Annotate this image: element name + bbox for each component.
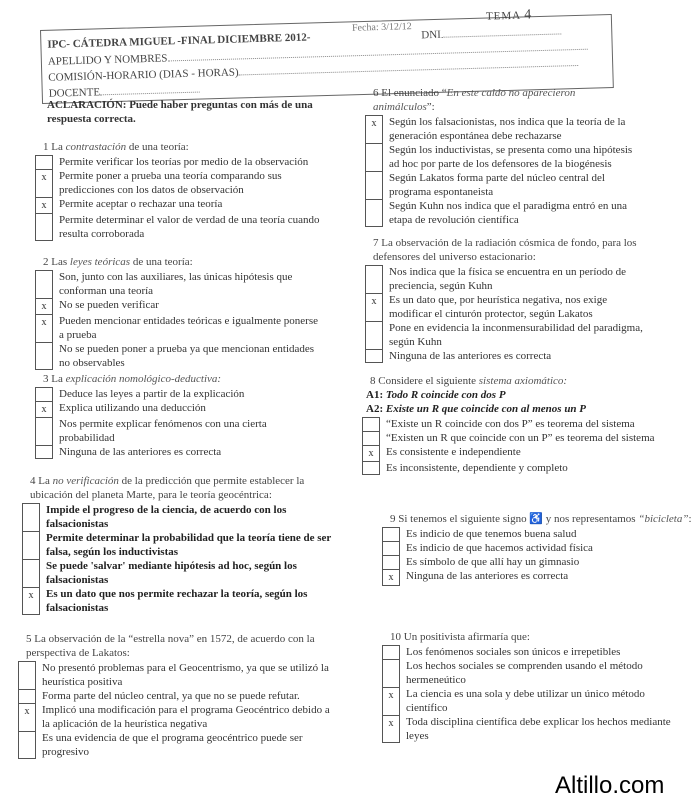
option-text: Según los inductivistas, se presenta como una hipótesis ad hoc por parte de los defensores de la biogénesis [389,144,633,170]
option-text: Pone en evidencia la inconmensurabilidad del paradigma, según Kuhn [389,322,643,348]
option-2 [22,531,342,559]
exam-date: Fecha: 3/12/12 [351,21,412,34]
question-1 [35,140,325,241]
question-prompt [390,512,700,526]
option-2 [35,401,325,417]
option-4 [35,213,325,241]
prompt-text: 3 La [43,373,66,385]
option-3 [22,559,342,587]
axiom-label: A1: [366,389,386,401]
option-2 [18,689,338,703]
prompt-suffix: ”: [426,101,435,113]
question-7 [365,236,645,363]
option-text: Es un dato que nos permite rechazar la teoría, según los falsacionistas [46,588,308,614]
option-text: No se pueden verificar [59,299,159,311]
prompt-emphasis: explicación nomológico-deductiva: [65,373,222,385]
answer-checkbox[interactable] [35,342,53,370]
option-1 [22,503,342,531]
option-text: Es indicio de que hacemos actividad física [406,542,593,554]
answer-checkbox[interactable]: x [35,169,53,197]
option-4 [382,715,682,743]
answer-checkbox[interactable]: x [35,401,53,417]
option-3 [362,445,692,461]
option-4 [22,587,342,615]
option-2 [365,143,635,171]
option-text: Es símbolo de que allí hay un gimnasio [406,556,580,568]
prompt-text: 5 La observación de la “estrella nova” en 1572, de acuerdo con la perspectiva de Lakatos: [26,633,315,659]
option-1 [362,417,692,431]
option-1 [382,527,700,541]
prompt-text: 2 Las [43,256,70,268]
prompt-text: 1 La [43,141,66,153]
option-3 [18,703,338,731]
option-4 [35,342,325,370]
option-text: Pueden mencionar entidades teóricas e igualmente ponerse a prueba [59,315,319,341]
question-prompt [373,236,645,264]
option-1 [365,115,635,143]
prompt-emphasis: “bicicleta” [638,513,689,525]
option-text: Ninguna de las anteriores es correcta [389,350,552,362]
option-text: Según Kuhn nos indica que el paradigma entró en una etapa de revolución científica [389,200,627,226]
option-4 [365,349,645,363]
option-text: Deduce las leyes a partir de la explicación [59,388,245,400]
option-text: Es consistente e independiente [386,446,521,458]
options-list [362,417,692,475]
aclaracion-note: ACLARACIÓN: Puede haber preguntas con más de una respuesta correcta. [47,99,313,125]
prompt-emphasis: contrastación [65,141,127,153]
question-prompt [43,140,325,154]
options-list [35,387,325,459]
option-text: Según los falsacionistas, nos indica que la teoría de la generación espontánea debe rechazarse [389,116,626,142]
answer-checkbox[interactable] [365,199,383,227]
question-2 [35,255,325,370]
prompt-suffix: : [688,513,692,525]
axiom-text: Todo R coincide con dos P [385,389,506,401]
apellido-label: APELLIDO Y NOMBRES [47,52,168,68]
course-title: IPC- CÁTEDRA MIGUEL -FINAL DICIEMBRE 2012- [47,31,311,51]
question-prompt [390,630,682,644]
prompt-text: 9 Si tenemos el siguiente signo ♿ y nos representamos [390,513,639,525]
option-2 [35,298,325,314]
question-prompt [43,372,325,386]
option-3 [35,314,325,342]
axiom-1 [366,388,692,402]
question-5 [18,632,338,759]
prompt-text: 8 Considere el siguiente [370,375,479,387]
question-prompt [30,474,342,502]
option-text: Explica utilizando una deducción [59,402,206,414]
option-text: Nos permite explicar fenómenos con una cierta probabilidad [59,418,267,444]
option-text: Es indicio de que tenemos buena salud [406,528,577,540]
answer-checkbox[interactable] [362,431,380,445]
answer-checkbox[interactable]: x [382,715,400,743]
option-text: Permite determinar el valor de verdad de una teoría cuando resulta corroborada [59,214,320,240]
question-prompt [373,86,635,114]
option-4 [35,445,325,459]
option-text: No presentó problemas para el Geocentrismo, ya que se utilizó la heurística positiva [42,662,329,688]
axiom-label: A2: [366,403,386,415]
option-text: Impide el progreso de la ciencia, de acuerdo con los falsacionistas [46,504,287,530]
answer-checkbox[interactable] [18,689,36,703]
dni-label: DNI [421,28,442,42]
option-text: Forma parte del núcleo central, ya que no se puede refutar. [42,690,300,702]
answer-checkbox[interactable]: x [382,687,400,715]
prompt-suffix: de una teoría: [130,256,193,268]
docente-field[interactable] [100,83,200,96]
option-text: Permite determinar la probabilidad que la teoría tiene de ser falsa, según los inductivistas [46,532,332,558]
question-prompt [370,374,692,388]
answer-checkbox[interactable] [35,155,53,169]
option-3 [35,197,325,213]
option-text: Son, junto con las auxiliares, las únicas hipótesis que conforman una teoría [59,271,293,297]
options-list [365,115,635,227]
answer-checkbox[interactable] [365,349,383,363]
prompt-text: 6 El enunciado “ [373,87,447,99]
option-text: Ninguna de las anteriores es correcta [59,446,222,458]
option-text: Los fenómenos sociales son únicos e irrepetibles [406,646,621,658]
option-1 [35,155,325,169]
option-text: “Existe un R coincide con dos P” es teorema del sistema [386,418,635,430]
question-9 [382,512,700,586]
answer-checkbox[interactable] [362,417,380,431]
answer-checkbox[interactable] [362,461,380,475]
answer-checkbox[interactable]: x [35,197,53,213]
prompt-text: 4 La [30,475,53,487]
question-3 [35,372,325,459]
answer-checkbox[interactable] [35,387,53,401]
answer-checkbox[interactable]: x [35,298,53,314]
answer-checkbox[interactable] [365,143,383,171]
question-prompt [26,632,338,660]
answer-checkbox[interactable] [22,531,40,559]
axiom-2 [366,402,692,416]
option-text: Ninguna de las anteriores es correcta [406,570,569,582]
answer-checkbox[interactable] [22,559,40,587]
answer-checkbox[interactable] [365,171,383,199]
answer-checkbox[interactable] [365,265,383,293]
prompt-emphasis: leyes teóricas [69,256,131,268]
option-text: Permite poner a prueba una teoría comparando sus predicciones con los datos de observación [59,170,282,196]
option-1 [365,265,645,293]
option-2 [362,431,692,445]
option-1 [35,270,325,298]
answer-checkbox[interactable] [382,645,400,659]
prompt-emphasis: sistema axiomático: [478,375,568,387]
tema [486,7,533,24]
answer-checkbox[interactable] [382,659,400,687]
answer-checkbox[interactable] [365,321,383,349]
options-list [22,503,342,615]
option-3 [365,321,645,349]
prompt-suffix: de la predicción que permite establecer la ubicación del planeta Marte, para le teoría geocéntrica: [30,475,305,501]
option-1 [18,661,338,689]
option-3 [382,687,682,715]
option-3 [35,417,325,445]
question-4 [22,474,342,615]
option-text: Es un dato que, por heurística negativa, nos exige modificar el cinturón protector, según Lakatos [389,294,608,320]
option-3 [382,555,700,569]
docente-label: DOCENTE [48,86,101,100]
option-2 [382,659,682,687]
answer-checkbox[interactable] [35,213,53,241]
option-2 [35,169,325,197]
answer-checkbox[interactable] [18,661,36,689]
prompt-suffix: de una teoría: [126,141,189,153]
options-list [365,265,645,363]
option-text: Nos indica que la física se encuentra en un período de preciencia, según Kuhn [389,266,627,292]
answer-checkbox[interactable] [35,270,53,298]
axiom-text: Existe un R que coincide con al menos un P [385,403,587,415]
answer-checkbox[interactable]: x [18,703,36,731]
option-2 [365,293,645,321]
option-4 [18,731,338,759]
option-text: “Existen un R que coincide con un P” es teorema del sistema [386,432,655,444]
question-6 [365,86,635,227]
options-list [18,661,338,759]
option-text: Es inconsistente, dependiente y completo [386,462,568,474]
question-10 [382,630,682,743]
option-text: Permite verificar los teorías por medio de la observación [59,156,309,168]
option-text: Es una evidencia de que el programa geocéntrico puede ser progresivo [42,732,303,758]
option-text: Se puede 'salvar' mediante hipótesis ad hoc, según los falsacionistas [46,560,297,586]
answer-checkbox[interactable] [35,445,53,459]
options-list [382,527,700,586]
prompt-text: 7 La observación de la radiación cósmica de fondo, para los defensores del universo estacionario: [373,237,637,263]
answer-checkbox[interactable]: x [365,115,383,143]
option-3 [365,171,635,199]
option-4 [382,569,700,586]
tema-number: 4 [524,7,533,23]
option-4 [362,461,692,475]
answer-checkbox[interactable] [22,503,40,531]
option-text: Permite aceptar o rechazar una teoría [59,198,223,210]
answer-checkbox[interactable]: x [382,569,400,586]
option-text: Según Lakatos forma parte del núcleo central del programa espontaneista [389,172,605,198]
option-1 [35,387,325,401]
option-text: Implicó una modificación para el programa Geocéntrico debido a la aplicación de la heurística negativa [42,704,330,730]
answer-checkbox[interactable]: x [365,293,383,321]
answer-checkbox[interactable] [382,555,400,569]
prompt-emphasis: no verificación [52,475,119,487]
options-list [382,645,682,743]
comision-label: COMISIÓN-HORARIO (DIAS - HORAS) [48,66,239,84]
option-text: Toda disciplina científica debe explicar los hechos mediante leyes [406,716,671,742]
dni-field[interactable] [441,24,561,37]
options-list [35,155,325,241]
option-text: Los hechos sociales se comprenden usando el método hermeneútico [406,660,643,686]
answer-checkbox[interactable] [18,731,36,759]
answer-checkbox[interactable] [35,417,53,445]
question-prompt [43,255,325,269]
option-2 [382,541,700,555]
question-8 [362,374,692,475]
watermark: Altillo.com [555,772,665,799]
option-text: La ciencia es una sola y debe utilizar un único método científico [406,688,645,714]
option-4 [365,199,635,227]
prompt-text: 10 Un positivista afirmaría que: [390,631,530,643]
prompt-emphasis: En este caldo no aparecieron animálculos [373,87,576,113]
answer-checkbox[interactable]: x [22,587,40,615]
answer-checkbox[interactable]: x [362,445,380,461]
tema-label: TEMA [485,9,521,23]
option-text: No se pueden poner a prueba ya que mencionan entidades no observables [59,343,315,369]
options-list [35,270,325,370]
answer-checkbox[interactable]: x [35,314,53,342]
answer-checkbox[interactable] [382,541,400,555]
option-1 [382,645,682,659]
answer-checkbox[interactable] [382,527,400,541]
